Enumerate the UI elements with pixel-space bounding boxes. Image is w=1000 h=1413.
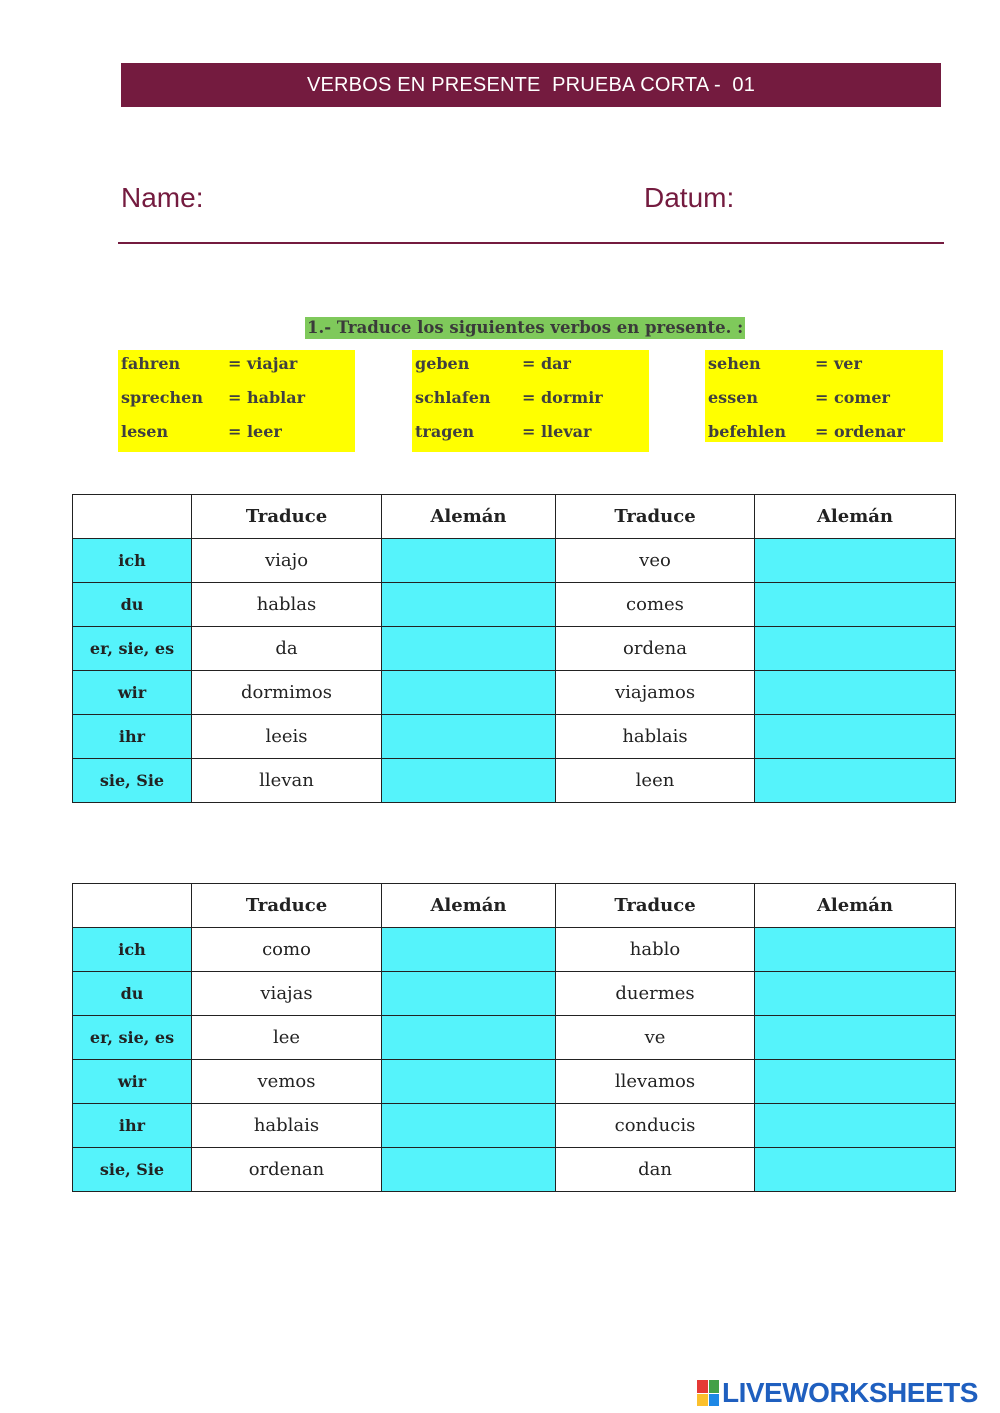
- table-row: [73, 539, 956, 583]
- header-cell: Traduce: [192, 495, 382, 539]
- spanish-verb-cell: viajas: [192, 972, 382, 1016]
- answer-input[interactable]: [382, 627, 556, 671]
- answer-input[interactable]: [382, 583, 556, 627]
- date-label: Datum:: [644, 182, 735, 213]
- liveworksheets-logo-icon: [697, 1380, 719, 1406]
- vocab-row: [412, 352, 649, 386]
- spanish-verb-cell: ordena: [556, 627, 755, 671]
- header-cell: Alemán: [382, 495, 556, 539]
- answer-input[interactable]: [382, 1016, 556, 1060]
- spanish-verb-cell: da: [192, 627, 382, 671]
- header-cell: Alemán: [755, 884, 956, 928]
- vocab-spanish: = ordenar: [815, 422, 905, 441]
- table-row: [73, 627, 956, 671]
- vocab-box: [412, 350, 649, 452]
- spanish-verb-cell: comes: [556, 583, 755, 627]
- worksheet-title: VERBOS EN PRESENTE PRUEBA CORTA - 01: [121, 63, 941, 107]
- answer-input[interactable]: [382, 928, 556, 972]
- header-cell: Traduce: [192, 884, 382, 928]
- pronoun-cell: wir: [73, 1060, 192, 1104]
- pronoun-cell: du: [73, 972, 192, 1016]
- header-cell: Traduce: [556, 884, 755, 928]
- pronoun-cell: er, sie, es: [73, 1016, 192, 1060]
- table-row: [73, 715, 956, 759]
- table-row: [73, 1060, 956, 1104]
- table-row: [73, 1016, 956, 1060]
- spanish-verb-cell: viajo: [192, 539, 382, 583]
- conjugation-table: [72, 494, 956, 803]
- spanish-verb-cell: viajamos: [556, 671, 755, 715]
- vocab-spanish: = hablar: [228, 388, 306, 407]
- name-label: Name:: [121, 182, 204, 213]
- header-cell: Traduce: [556, 495, 755, 539]
- table-row: [73, 972, 956, 1016]
- vocab-row: [705, 386, 943, 420]
- answer-input[interactable]: [382, 1148, 556, 1192]
- conjugation-table: [72, 883, 956, 1192]
- vocab-box: [118, 350, 355, 452]
- vocab-german: sehen: [708, 354, 761, 373]
- answer-input[interactable]: [382, 715, 556, 759]
- spanish-verb-cell: ve: [556, 1016, 755, 1060]
- vocab-spanish: = llevar: [522, 422, 592, 441]
- spanish-verb-cell: como: [192, 928, 382, 972]
- spanish-verb-cell: hablas: [192, 583, 382, 627]
- pronoun-cell: ihr: [73, 715, 192, 759]
- answer-input[interactable]: [755, 759, 956, 803]
- spanish-verb-cell: ordenan: [192, 1148, 382, 1192]
- pronoun-cell: sie, Sie: [73, 1148, 192, 1192]
- vocab-row: [412, 386, 649, 420]
- table-row: [73, 671, 956, 715]
- spanish-verb-cell: dormimos: [192, 671, 382, 715]
- divider-line: [118, 242, 944, 244]
- vocab-german: essen: [708, 388, 759, 407]
- spanish-verb-cell: lee: [192, 1016, 382, 1060]
- vocab-spanish: = ver: [815, 354, 862, 373]
- answer-input[interactable]: [755, 715, 956, 759]
- pronoun-cell: wir: [73, 671, 192, 715]
- answer-input[interactable]: [382, 539, 556, 583]
- vocab-german: fahren: [121, 354, 181, 373]
- vocab-spanish: = viajar: [228, 354, 298, 373]
- table-header-row: [73, 495, 956, 539]
- spanish-verb-cell: llevamos: [556, 1060, 755, 1104]
- spanish-verb-cell: veo: [556, 539, 755, 583]
- vocab-german: sprechen: [121, 388, 203, 407]
- exercise-instruction: 1.- Traduce los siguientes verbos en presente. :: [307, 318, 744, 337]
- spanish-verb-cell: conducis: [556, 1104, 755, 1148]
- vocab-row: [705, 420, 943, 454]
- pronoun-cell: er, sie, es: [73, 627, 192, 671]
- vocab-row: [705, 352, 943, 386]
- header-cell: [73, 495, 192, 539]
- answer-input[interactable]: [755, 583, 956, 627]
- pronoun-cell: du: [73, 583, 192, 627]
- answer-input[interactable]: [382, 972, 556, 1016]
- answer-input[interactable]: [382, 1060, 556, 1104]
- vocab-spanish: = leer: [228, 422, 282, 441]
- vocab-german: geben: [415, 354, 470, 373]
- answer-input[interactable]: [382, 1104, 556, 1148]
- liveworksheets-logo: [697, 1378, 978, 1408]
- header-cell: Alemán: [382, 884, 556, 928]
- pronoun-cell: ich: [73, 539, 192, 583]
- pronoun-cell: sie, Sie: [73, 759, 192, 803]
- answer-input[interactable]: [755, 1148, 956, 1192]
- vocab-spanish: = comer: [815, 388, 890, 407]
- vocab-german: schlafen: [415, 388, 491, 407]
- answer-input[interactable]: [755, 671, 956, 715]
- answer-input[interactable]: [382, 671, 556, 715]
- vocab-german: tragen: [415, 422, 475, 441]
- vocab-row: [118, 352, 355, 386]
- pronoun-cell: ihr: [73, 1104, 192, 1148]
- spanish-verb-cell: leen: [556, 759, 755, 803]
- vocab-box: [705, 350, 943, 442]
- vocab-row: [118, 386, 355, 420]
- answer-input[interactable]: [755, 1104, 956, 1148]
- vocab-row: [118, 420, 355, 454]
- vocab-spanish: = dar: [522, 354, 571, 373]
- pronoun-cell: ich: [73, 928, 192, 972]
- header-cell: Alemán: [755, 495, 956, 539]
- spanish-verb-cell: hablo: [556, 928, 755, 972]
- spanish-verb-cell: hablais: [192, 1104, 382, 1148]
- vocab-row: [412, 420, 649, 454]
- answer-input[interactable]: [755, 539, 956, 583]
- answer-input[interactable]: [755, 627, 956, 671]
- logo-text: LIVEWORKSHEETS: [722, 1377, 978, 1408]
- spanish-verb-cell: leeis: [192, 715, 382, 759]
- spanish-verb-cell: hablais: [556, 715, 755, 759]
- spanish-verb-cell: dan: [556, 1148, 755, 1192]
- table-row: [73, 1148, 956, 1192]
- answer-input[interactable]: [755, 928, 956, 972]
- table-row: [73, 583, 956, 627]
- answer-input[interactable]: [755, 1060, 956, 1104]
- table-row: [73, 759, 956, 803]
- spanish-verb-cell: vemos: [192, 1060, 382, 1104]
- answer-input[interactable]: [755, 972, 956, 1016]
- vocab-spanish: = dormir: [522, 388, 603, 407]
- table-header-row: [73, 884, 956, 928]
- table-row: [73, 1104, 956, 1148]
- vocab-german: lesen: [121, 422, 169, 441]
- spanish-verb-cell: duermes: [556, 972, 755, 1016]
- answer-input[interactable]: [755, 1016, 956, 1060]
- answer-input[interactable]: [382, 759, 556, 803]
- vocab-german: befehlen: [708, 422, 786, 441]
- header-cell: [73, 884, 192, 928]
- spanish-verb-cell: llevan: [192, 759, 382, 803]
- table-row: [73, 928, 956, 972]
